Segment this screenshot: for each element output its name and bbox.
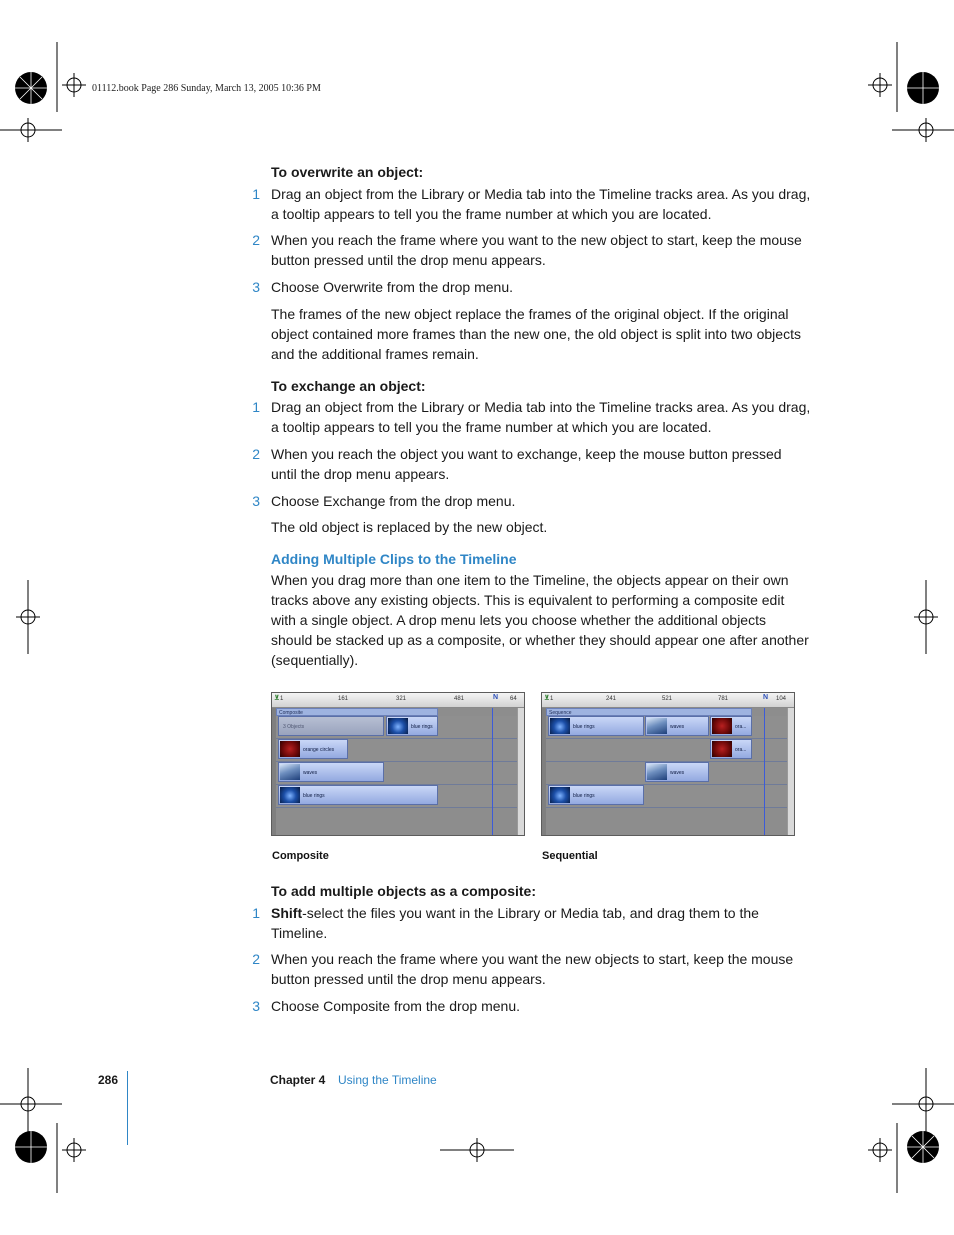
- track-row: [546, 762, 788, 785]
- playhead[interactable]: [764, 708, 765, 835]
- step-number: 3: [252, 279, 260, 295]
- clip-bar[interactable]: blue rings: [548, 785, 644, 805]
- section-body: When you drag more than one item to the Timeline, the objects appear on their own tracks above any existing objects. This is equivalent to performing a composite edit with a single object. A drop menu lets you choose whether the additional objects should be stacked up as a composite, or whether they should appear one after another (sequentially).: [271, 572, 809, 668]
- step-number: 2: [252, 446, 260, 462]
- step-number: 1: [252, 399, 260, 415]
- group-header: Composite: [276, 708, 438, 716]
- clip-thumbnail: [388, 718, 408, 734]
- clip-thumbnail: [280, 764, 300, 780]
- clip-bar[interactable]: ora...: [710, 739, 752, 759]
- overwrite-heading: To overwrite an object:: [271, 164, 424, 180]
- timeline-ruler: 1 161 321 481 64 ⊻ N: [272, 693, 524, 708]
- figure-caption-sequential: Sequential: [542, 850, 598, 862]
- clip-bar[interactable]: waves: [645, 762, 709, 782]
- in-marker-icon: ⊻: [274, 695, 280, 702]
- timeline-tracks: [276, 708, 518, 835]
- step-number: 1: [252, 186, 260, 202]
- exchange-step-3: Choose Exchange from the drop menu.: [271, 493, 516, 509]
- step-number: 1: [252, 905, 260, 921]
- section-title: Adding Multiple Clips to the Timeline: [271, 551, 517, 567]
- clip-bar[interactable]: ora...: [710, 716, 752, 736]
- track-row: [276, 716, 518, 739]
- clip-thumbnail: [712, 718, 732, 734]
- playhead[interactable]: [492, 708, 493, 835]
- track-row: [276, 739, 518, 762]
- track-row: [546, 739, 788, 762]
- clip-thumbnail: [712, 741, 732, 757]
- in-marker-icon: ⊻: [544, 695, 550, 702]
- timeline-ruler: 1 241 521 781 104 ⊻ N: [542, 693, 794, 708]
- clip-bar[interactable]: blue rings: [278, 785, 438, 805]
- step-number: 2: [252, 232, 260, 248]
- footer-rule: [127, 1071, 128, 1145]
- clip-bar[interactable]: blue rings: [386, 716, 438, 736]
- chapter-title: Using the Timeline: [338, 1073, 437, 1087]
- objects-bar[interactable]: 3 Objects: [278, 716, 384, 736]
- clip-thumbnail: [647, 718, 667, 734]
- sequential-timeline-screenshot: [541, 692, 795, 836]
- scrollbar[interactable]: [517, 708, 524, 835]
- clip-bar[interactable]: waves: [278, 762, 384, 782]
- exchange-heading: To exchange an object:: [271, 378, 426, 394]
- clip-bar[interactable]: blue rings: [548, 716, 644, 736]
- exchange-note: The old object is replaced by the new object.: [271, 519, 548, 535]
- clip-thumbnail: [550, 718, 570, 734]
- clip-bar[interactable]: waves: [645, 716, 709, 736]
- step-number: 3: [252, 493, 260, 509]
- timeline-tracks: [546, 708, 788, 835]
- clip-bar[interactable]: orange circles: [278, 739, 348, 759]
- composite-step-3: Choose Composite from the drop menu.: [271, 998, 521, 1014]
- track-row: [546, 716, 788, 739]
- clip-thumbnail: [280, 741, 300, 757]
- out-marker-icon: N: [493, 694, 499, 701]
- track-row: [276, 785, 518, 808]
- out-marker-icon: N: [763, 694, 769, 701]
- shift-key-label: Shift: [271, 905, 303, 921]
- scrollbar[interactable]: [787, 708, 794, 835]
- clip-thumbnail: [647, 764, 667, 780]
- composite-step-1: Shift-select the files you want in the Library or Media tab, and drag them to the Timeline.: [271, 905, 759, 941]
- slug-line: 01112.book Page 286 Sunday, March 13, 2005 10:36 PM: [92, 83, 321, 94]
- overwrite-step-2: When you reach the frame where you want to the new object to start, keep the mouse button pressed until the drop menu appears.: [271, 232, 802, 268]
- clip-thumbnail: [280, 787, 300, 803]
- composite-step-2: When you reach the frame where you want the new objects to start, keep the mouse button pressed until the drop menu appears.: [271, 951, 794, 987]
- chapter-label: Chapter 4: [270, 1073, 326, 1087]
- composite-heading: To add multiple objects as a composite:: [271, 883, 537, 899]
- exchange-step-1: Drag an object from the Library or Media tab into the Timeline tracks area. As you drag, a tooltip appears to tell you the frame number at which you are located.: [271, 399, 811, 435]
- overwrite-note: The frames of the new object replace the frames of the original object. If the original object contained more frames than the new one, the old object is split into two objects and the additional frames remain.: [271, 306, 801, 362]
- track-row: [276, 762, 518, 785]
- overwrite-step-3: Choose Overwrite from the drop menu.: [271, 279, 513, 295]
- clip-thumbnail: [550, 787, 570, 803]
- track-row: [546, 785, 788, 808]
- group-header: Sequence: [546, 708, 752, 716]
- overwrite-step-1: Drag an object from the Library or Media tab into the Timeline tracks area. As you drag, a tooltip appears to tell you the frame number at which you are located.: [271, 186, 811, 222]
- composite-timeline-screenshot: [271, 692, 525, 836]
- step-number: 2: [252, 951, 260, 967]
- figure-caption-composite: Composite: [272, 850, 329, 862]
- step-number: 3: [252, 998, 260, 1014]
- exchange-step-2: When you reach the object you want to exchange, keep the mouse button pressed until the drop menu appears.: [271, 446, 782, 482]
- page-number: 286: [98, 1073, 119, 1087]
